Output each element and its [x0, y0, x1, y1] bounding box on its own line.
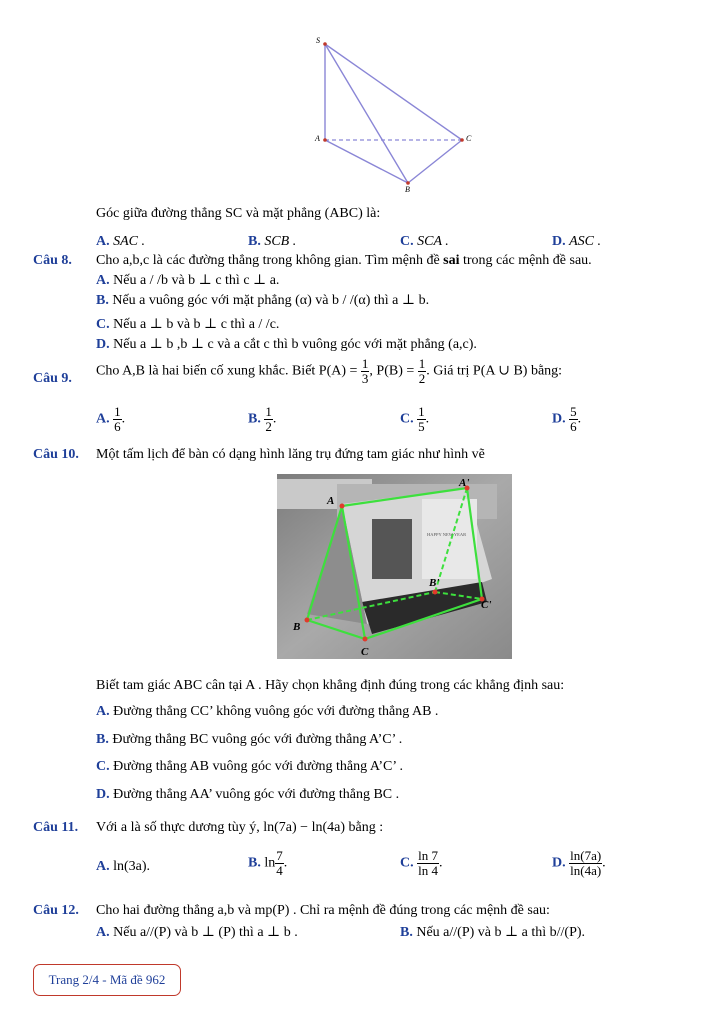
q10-option-b: B. Đường thẳng BC vuông góc với đường thẳng A’C’ .	[96, 732, 403, 747]
q7-option-b: B. SCB .	[248, 234, 297, 249]
q10-label: Câu 10.	[33, 447, 79, 462]
q10-statement: Biết tam giác ABC cân tại A . Hãy chọn khẳng định đúng trong các khẳng định sau:	[96, 678, 565, 693]
q7-option-c: C. SCA .	[400, 234, 449, 249]
calendar-text: HAPPY NEW YEAR	[427, 532, 467, 537]
q8-option-b: B. Nếu a vuông góc với mặt phẳng (α) và b / /(α) thì a ⊥ b.	[96, 293, 430, 308]
q12-option-b: B. Nếu a//(P) và b ⊥ a thì b//(P).	[400, 925, 586, 940]
q9-option-c: C. $\frac{1}{5}$ .	[400, 404, 430, 434]
q8-label: Câu 8.	[33, 253, 72, 268]
q10-option-a: A. Đường thẳng CC’ không vuông góc với đường thẳng AB .	[96, 704, 439, 719]
q12-label: Câu 12.	[33, 903, 79, 918]
label-b: B	[405, 185, 410, 194]
q7-text: Góc giữa đường thẳng SC và mặt phẳng (ABC) là:	[96, 206, 381, 221]
q7-option-a: A. SAC .	[96, 234, 146, 249]
q11-option-d: D. $\frac{\ln(7a)}{\ln(4a)}$ .	[552, 848, 606, 878]
q12-text: Cho hai đường thẳng a,b và mp(P) . Chỉ ra mệnh đề đúng trong các mệnh đề sau:	[96, 903, 550, 918]
photo-label-c1: C'	[481, 599, 492, 611]
label-a: A	[315, 134, 320, 143]
q11-option-a: A. ln(3a).	[96, 859, 151, 874]
q10-option-d: D. Đường thẳng AA’ vuông góc với đường thẳng BC .	[96, 787, 400, 802]
page-footer: Trang 2/4 - Mã đề 962	[33, 964, 181, 996]
q12-option-a: A. Nếu a//(P) và b ⊥ (P) thì a ⊥ b .	[96, 925, 298, 940]
label-s: S	[316, 36, 320, 45]
photo-label-b1: B'	[429, 577, 440, 589]
label-c: C	[466, 134, 472, 143]
q11-option-b: B. ln $\frac{7}{4}$ .	[248, 848, 288, 878]
q9-text: Cho A,B là hai biến cố xung khắc. Biết P(A) = $\frac{1}{3}$ , P(B) = $\frac{1}{2}$ . Giá trị P(A ∪ B) bằng:	[96, 356, 563, 386]
q9-option-d: D. $\frac{5}{6}$ .	[552, 404, 582, 434]
q8-option-d: D. Nếu a ⊥ b ,b ⊥ c và a cắt c thì b vuông góc với mặt phẳng (a,c).	[96, 337, 477, 352]
photo-label-a1: A'	[459, 477, 470, 489]
q11-label: Câu 11.	[33, 820, 79, 835]
q10-option-c: C. Đường thẳng AB vuông góc với đường thẳng A’C’ .	[96, 759, 404, 774]
q8-text: Cho a,b,c là các đường thẳng trong không gian. Tìm mệnh đề sai trong các mệnh đề sau.	[96, 253, 592, 268]
q8-option-c: C. Nếu a ⊥ b và b ⊥ c thì a / /c.	[96, 317, 280, 332]
q9-label: Câu 9.	[33, 371, 72, 386]
q11-text: Với a là số thực dương tùy ý, ln(7a) − ln(4a) bằng :	[96, 820, 384, 835]
calendar-photo	[277, 474, 512, 659]
q11-option-c: C. $\frac{\ln 7}{\ln 4}$ .	[400, 848, 443, 878]
q9-option-b: B. $\frac{1}{2}$ .	[248, 404, 277, 434]
q8-option-a: A. Nếu a / /b và b ⊥ c thì c ⊥ a.	[96, 273, 280, 288]
q7-option-d: D. ASC .	[552, 234, 602, 249]
q9-option-a: A. $\frac{1}{6}$ .	[96, 404, 126, 434]
q10-text: Một tấm lịch để bàn có dạng hình lăng trụ đứng tam giác như hình vẽ	[96, 447, 485, 462]
pyramid-figure	[300, 30, 490, 195]
photo-label-a: A	[327, 495, 335, 507]
photo-label-c: C	[361, 646, 369, 658]
photo-label-b: B	[293, 621, 301, 633]
